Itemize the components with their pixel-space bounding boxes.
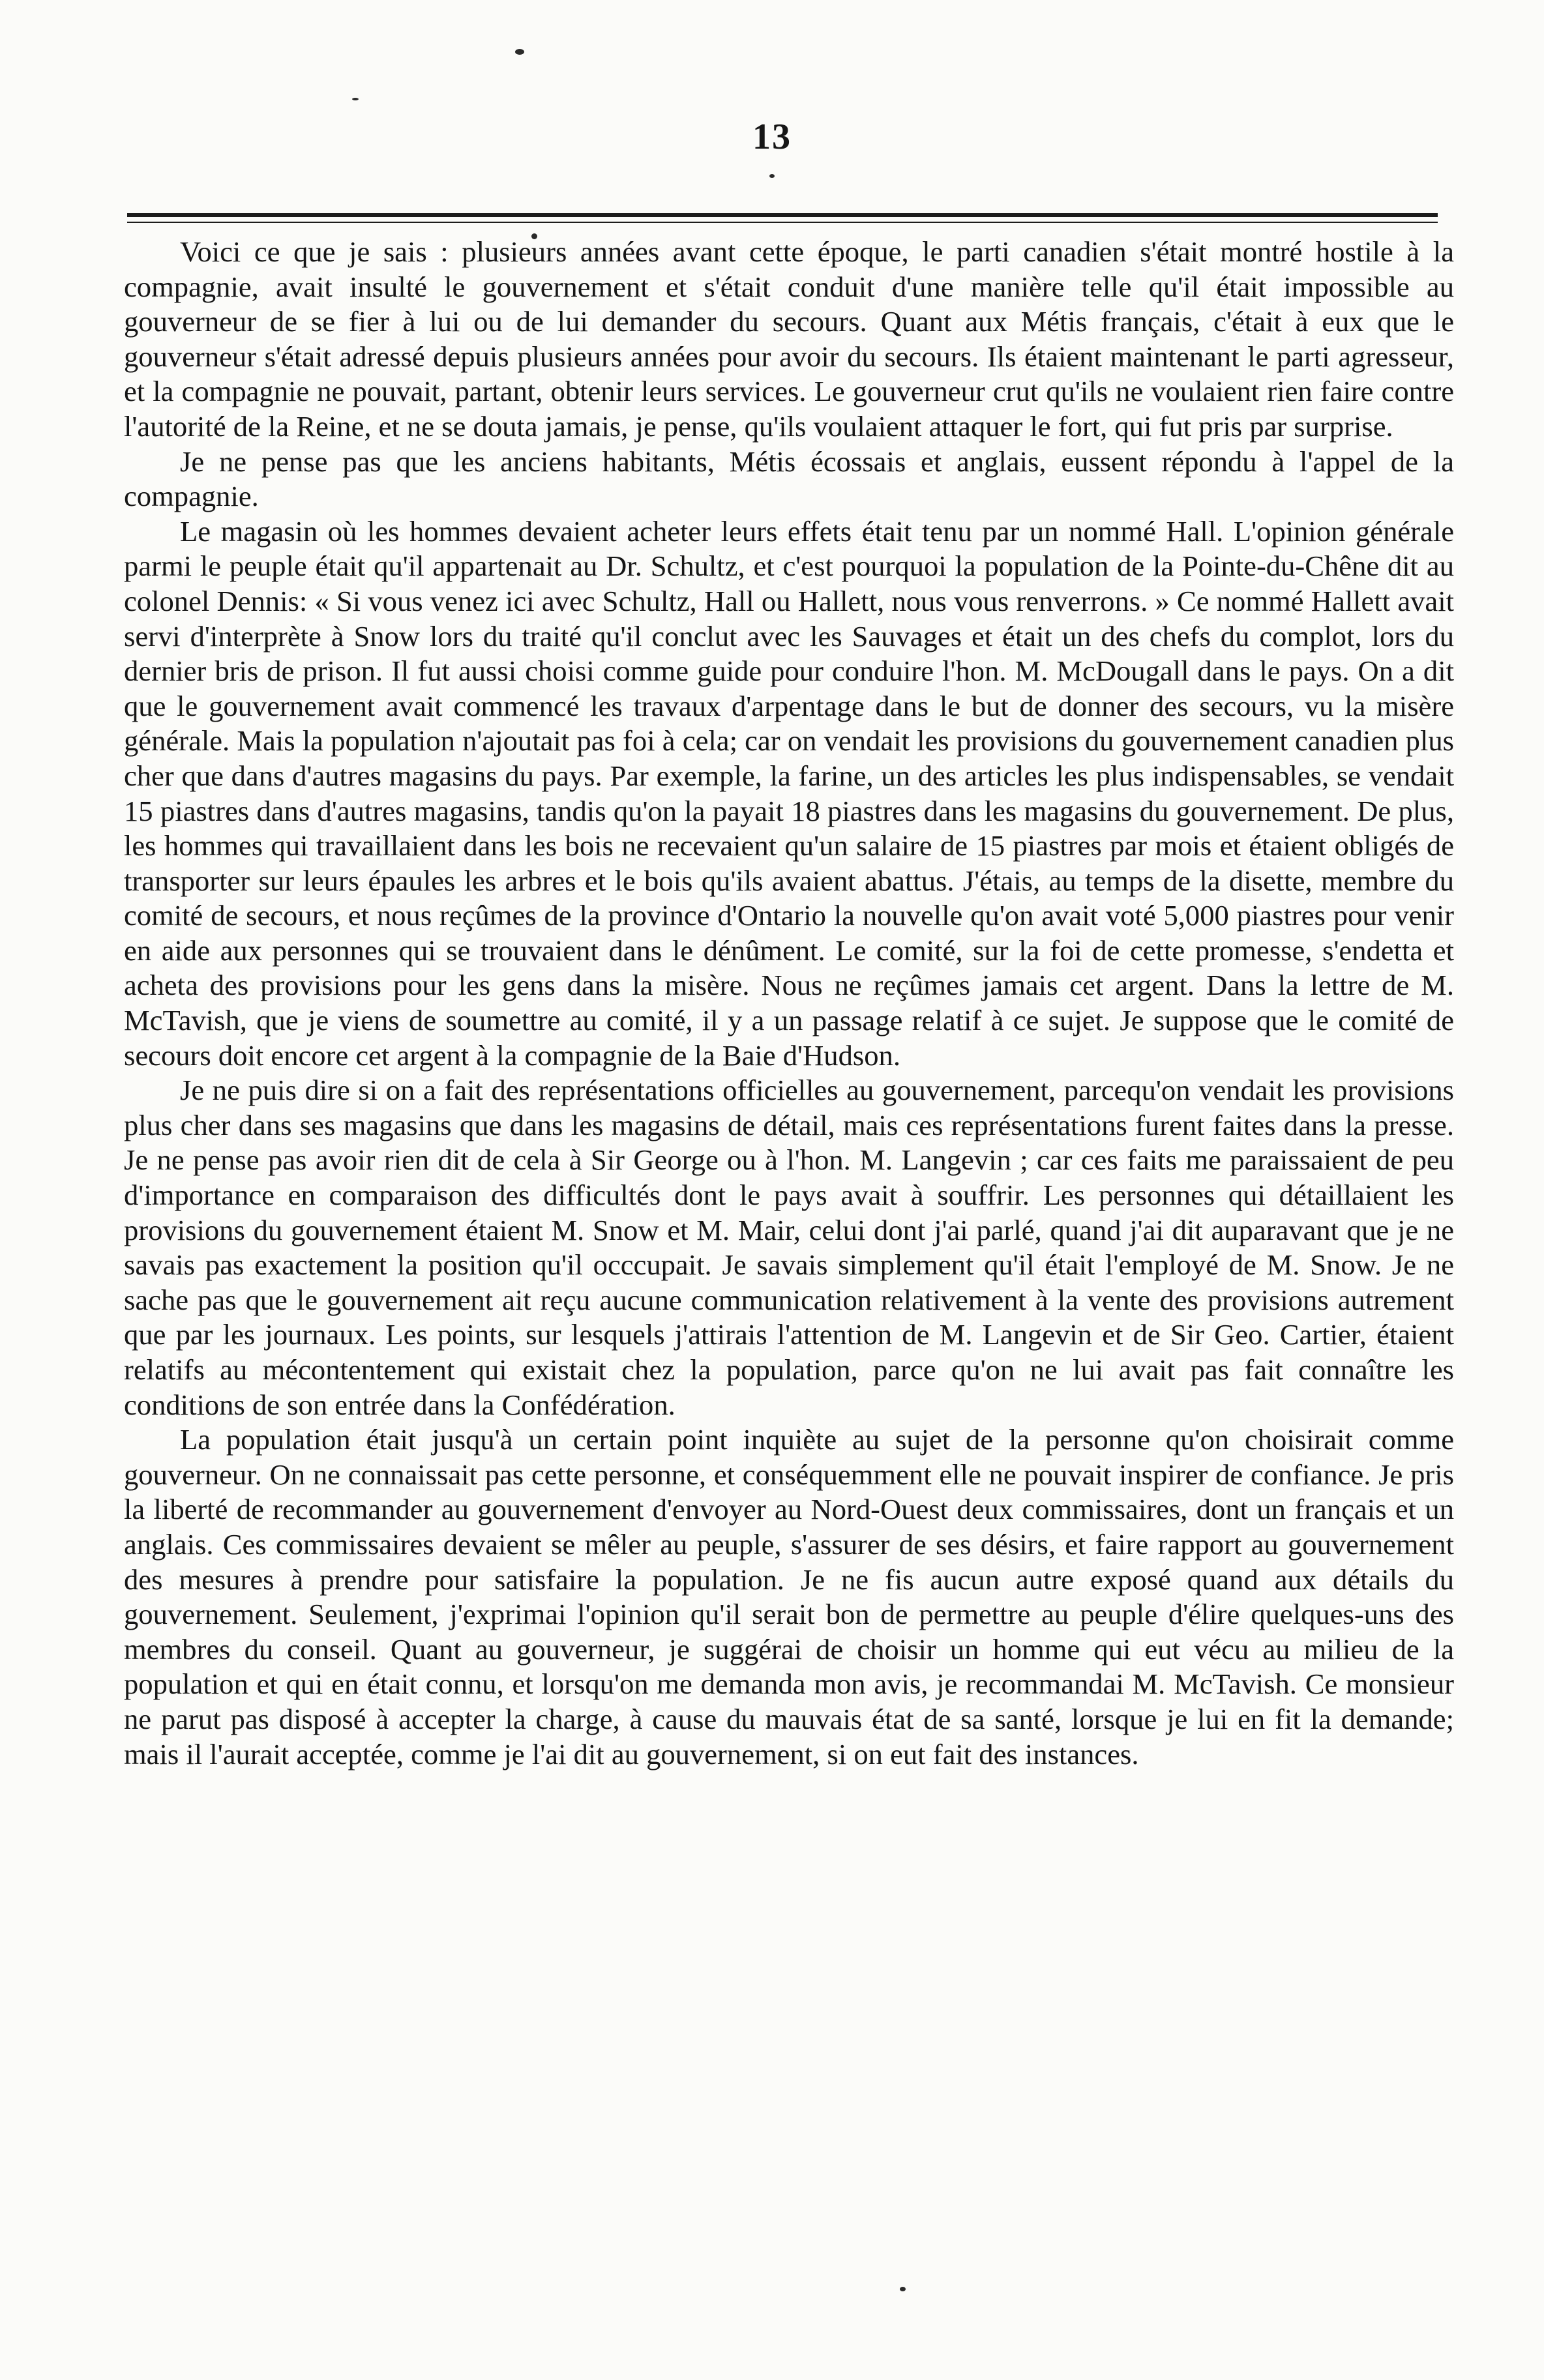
paragraph: Voici ce que je sais : plusieurs années avant cette époque, le parti canadien s'était montré hostile à la compagnie, avait insulté le gouvernement et s'était conduit d'une manière telle qu'il était impossible au gouverneur de se fier à lui ou de lui demander du secours. Quant aux Métis français, c'était à eux que le gouverneur s'était adressé depuis plusieurs années pour avoir du secours. Ils étaient maintenant le parti agresseur, et la compagnie ne pouvait, partant, obtenir leurs services. Le gouverneur crut qu'ils ne voulaient rien faire contre l'autorité de la Reine, et ne se douta jamais, je pense, qu'ils voulaient attaquer le fort, qui fut pris par surprise.	[124, 235, 1454, 443]
paragraph: Je ne pense pas que les anciens habitants, Métis écossais et anglais, eussent répondu à l'appel de la compagnie.	[124, 445, 1454, 513]
paragraph: Le magasin où les hommes devaient acheter leurs effets était tenu par un nommé Hall. L'opinion générale parmi le peuple était qu'il appartenait au Dr. Schultz, et c'est pourquoi la population de la Pointe-du-Chêne dit au colonel Dennis: « Si vous venez ici avec Schultz, Hall ou Hallett, nous vous renverrons. » Ce nommé Hallett avait servi d'interprète à Snow lors du traité qu'il conclut avec les Sauvages et était un des chefs du complot, lors du dernier bris de prison. Il fut aussi choisi comme guide pour conduire l'hon. M. McDougall dans le pays. On a dit que le gouvernement avait commencé les travaux d'arpentage dans le but de donner des secours, vu la misère générale. Mais la population n'ajoutait pas foi à cela; car on vendait les provisions du gouvernement canadien plus cher que dans d'autres magasins du pays. Par exemple, la farine, un des articles les plus indispensables, se vendait 15 piastres dans d'autres magasins, tandis qu'on la payait 18 piastres dans les magasins du gouvernement. De plus, les hommes qui travaillaient dans les bois ne recevaient qu'un salaire de 15 piastres par mois et étaient obligés de transporter sur leurs épaules les arbres et le bois qu'ils avaient abattus. J'étais, au temps de la disette, membre du comité de secours, et nous reçûmes de la province d'Ontario la nouvelle qu'on avait voté 5,000 piastres pour venir en aide aux personnes qui se trouvaient dans le dénûment. Le comité, sur la foi de cette promesse, s'endetta et acheta des provisions pour les gens dans la misère. Nous ne reçûmes jamais cet argent. Dans la lettre de M. McTavish, que je viens de soumettre au comité, il y a un passage relatif à ce sujet. Je suppose que le comité de secours doit encore cet argent à la compagnie de la Baie d'Hudson.	[124, 514, 1454, 1072]
paragraph: La population était jusqu'à un certain point inquiète au sujet de la personne qu'on choisirait comme gouverneur. On ne connaissait pas cette personne, et conséquemment elle ne pouvait inspirer de confiance. Je pris la liberté de recommander au gouvernement d'envoyer au Nord-Ouest deux commissaires, dont un français et un anglais. Ces commissaires devaient se mêler au peuple, s'assurer de ses désirs, et faire rapport au gouvernement des mesures à prendre pour satisfaire la population. Je ne fis aucun autre exposé quand aux détails du gouvernement. Seulement, j'exprimai l'opinion qu'il serait bon de permettre au peuple d'élire quelques-uns des membres du conseil. Quant au gouverneur, je suggérai de choisir un homme qui eut vécu au milieu de la population et qui en était connu, et lorsqu'on me demanda mon avis, je recommandai M. McTavish. Ce monsieur ne parut pas disposé à accepter la charge, à cause du mauvais état de sa santé, lorsque je lui en fit la demande; mais il l'aurait acceptée, comme je l'ai dit au gouvernement, si on eut fait des instances.	[124, 1423, 1454, 1770]
print-speck	[769, 174, 775, 178]
print-speck	[352, 98, 359, 100]
print-speck	[515, 49, 524, 55]
header-rule-thin	[127, 222, 1438, 223]
body-text	[124, 235, 1454, 1772]
paragraph: Je ne puis dire si on a fait des représentations officielles au gouvernement, parcequ'on vendait les provisions plus cher dans ses magasins que dans les magasins de détail, mais ces représentations furent faites dans la presse. Je ne pense pas avoir rien dit de cela à Sir George ou à l'hon. M. Langevin ; car ces faits me paraissaient de peu d'importance en comparaison des difficultés dont le pays avait à souffrir. Les personnes qui détaillaient les provisions du gouvernement étaient M. Snow et M. Mair, celui dont j'ai parlé, quand j'ai dit auparavant que je ne savais pas exactement la position qu'il occcupait. Je savais simplement qu'il était l'employé de M. Snow. Je ne sache pas que le gouvernement ait reçu aucune communication relativement à la vente des provisions autrement que par les journaux. Les points, sur lesquels j'attirais l'attention de M. Langevin et de Sir Geo. Cartier, étaient relatifs au mécontentement qui existait chez la population, parce qu'on ne lui avait pas fait connaître les conditions de son entrée dans la Confédération.	[124, 1074, 1454, 1421]
print-speck	[900, 2287, 906, 2291]
header-rule-thick	[127, 213, 1438, 217]
page-number: 13	[752, 117, 792, 157]
